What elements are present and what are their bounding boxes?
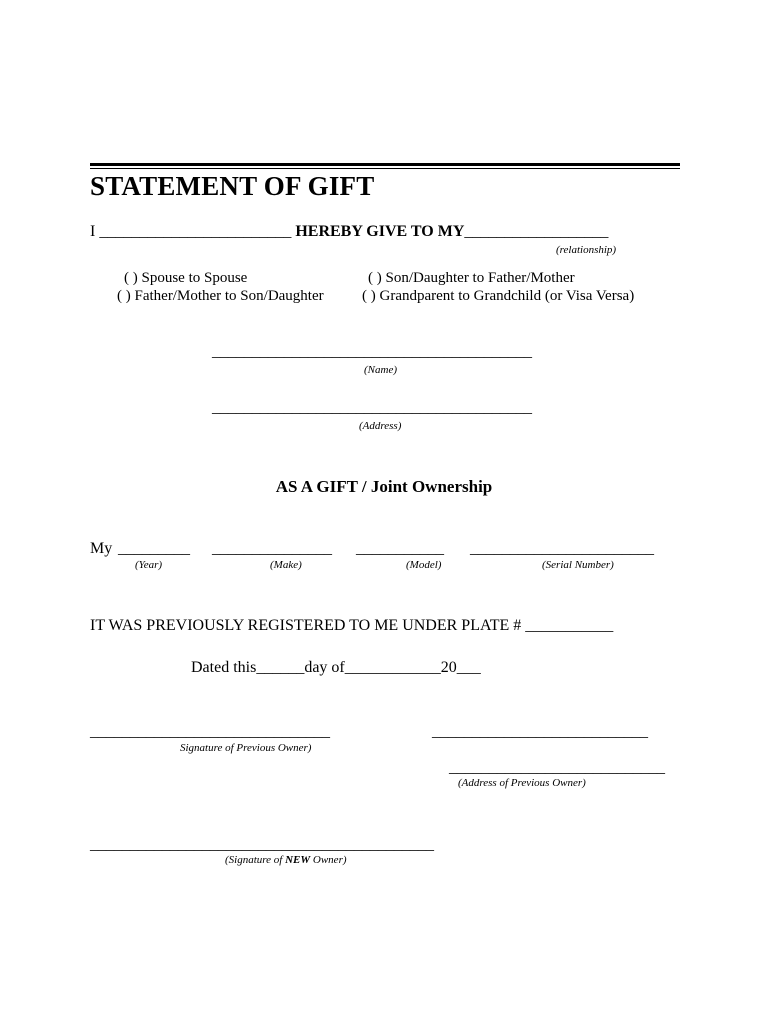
new-owner-signature-caption [225,854,347,866]
vehicle-make-line[interactable]: _______________ [212,540,332,557]
intro-prefix: I [90,223,96,240]
relationship-option-parent-to-child[interactable]: ( ) Father/Mother to Son/Daughter [117,288,324,304]
new-owner-caption-prefix: (Signature of [225,854,286,866]
header-rule-top [90,163,680,166]
document-title: STATEMENT OF GIFT [90,171,375,201]
intro-line [90,223,608,241]
new-owner-caption-emphasis: NEW [285,854,311,866]
intro-middle-text: HEREBY GIVE TO MY [295,223,465,240]
previous-owner-address-caption: (Address of Previous Owner) [458,777,586,789]
previous-owner-address-line[interactable]: ___________________________ [449,759,665,776]
recipient-address-line[interactable]: ________________________________________ [212,399,532,416]
recipient-address-caption: (Address) [359,420,402,432]
relationship-caption: (relationship) [556,244,617,256]
vehicle-serial-caption: (Serial Number) [542,559,614,571]
plate-statement[interactable]: IT WAS PREVIOUSLY REGISTERED TO ME UNDER PLATE # ___________ [90,617,614,634]
recipient-name-caption: (Name) [364,364,397,376]
relationship-option-child-to-parent[interactable]: ( ) Son/Daughter to Father/Mother [368,270,575,286]
vehicle-serial-line[interactable]: _______________________ [470,540,654,557]
vehicle-model-caption: (Model) [406,559,442,571]
dated-line[interactable]: Dated this______day of____________20___ [191,659,481,676]
vehicle-year-caption: (Year) [135,559,163,571]
vehicle-year-line[interactable]: _________ [118,540,190,557]
new-owner-signature-line[interactable]: ___________________________________________ [90,836,434,853]
vehicle-make-caption: (Make) [270,559,302,571]
header-rule-bottom [90,168,680,169]
previous-owner-signature-line[interactable]: ______________________________ [90,723,330,740]
relationship-blank[interactable]: __________________ [464,223,609,240]
giver-name-blank[interactable]: ________________________ [99,223,292,240]
relationship-option-spouse[interactable]: ( ) Spouse to Spouse [124,270,248,286]
previous-owner-signature-caption: Signature of Previous Owner) [180,742,312,754]
recipient-name-line[interactable]: ________________________________________ [212,343,532,360]
right-signature-line[interactable]: ___________________________ [432,723,648,740]
relationship-option-grandparent[interactable]: ( ) Grandparent to Grandchild (or Visa Versa) [362,288,635,304]
gift-heading: AS A GIFT / Joint Ownership [275,477,493,496]
vehicle-model-line[interactable]: ___________ [356,540,444,557]
vehicle-prefix: My [90,540,113,557]
new-owner-caption-suffix: Owner) [310,854,347,866]
